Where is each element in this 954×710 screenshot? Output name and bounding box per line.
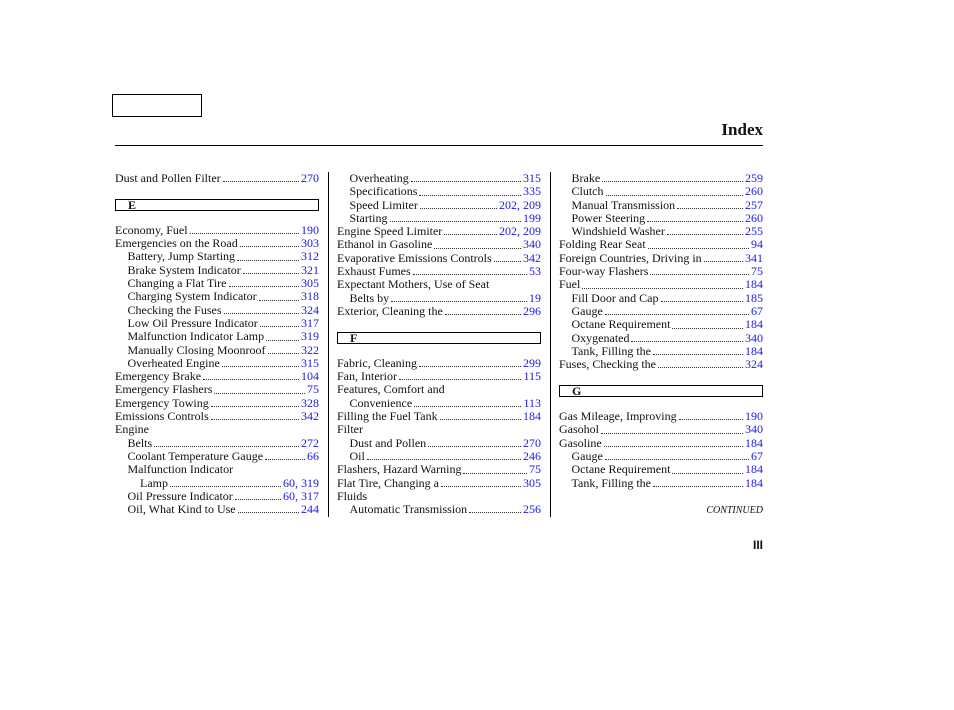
entry-label: Coolant Temperature Gauge (127, 448, 264, 463)
entry-label: Oil Pressure Indicator (127, 488, 233, 503)
entry-label: Lamp (140, 475, 168, 490)
index-entry (559, 437, 763, 450)
page-reference-link[interactable]: 317 (301, 315, 319, 330)
dot-leader (441, 485, 521, 487)
column-divider (550, 172, 551, 517)
dot-leader (170, 485, 281, 487)
index-entry (115, 370, 319, 383)
dot-leader (203, 378, 299, 380)
dot-leader (414, 405, 521, 407)
page-reference-link[interactable]: 321 (301, 262, 319, 277)
page-reference-link[interactable]: 67 (751, 303, 763, 318)
index-entry (337, 397, 541, 410)
dot-leader (463, 472, 527, 474)
page-reference-link[interactable]: 324 (301, 302, 319, 317)
page-reference-link[interactable]: 340 (523, 237, 541, 252)
index-entry (337, 278, 541, 291)
index-entry (115, 250, 319, 263)
entry-label: Brake System Indicator (127, 262, 241, 277)
dot-leader (214, 392, 305, 394)
entry-label: Dust and Pollen (349, 435, 427, 450)
dot-leader (658, 366, 743, 368)
entry-label: Fuses, Checking the (559, 357, 656, 372)
page-reference-link[interactable]: 322 (301, 342, 319, 357)
dot-leader (367, 458, 521, 460)
index-entry (337, 410, 541, 423)
entry-label: Four-way Flashers (559, 264, 649, 279)
entry-label: Changing a Flat Tire (127, 276, 227, 291)
page-reference-link[interactable]: 94 (751, 237, 763, 252)
index-entry (115, 237, 319, 250)
page-reference-link[interactable]: 305 (523, 475, 541, 490)
dot-leader (268, 352, 300, 354)
dot-leader (440, 418, 521, 420)
entry-label: Gasoline (559, 435, 602, 450)
index-entry (559, 410, 763, 423)
page-reference-link[interactable]: 113 (523, 395, 541, 410)
page-reference-link[interactable]: 260 (745, 210, 763, 225)
entry-label: Gas Mileage, Improving (559, 409, 677, 424)
index-entry (559, 199, 763, 212)
page-reference-link[interactable]: 244 (301, 502, 319, 517)
dot-leader (653, 485, 743, 487)
index-entry (559, 278, 763, 291)
entry-label: Fabric, Cleaning (337, 355, 417, 370)
page-reference-link[interactable]: 199 (523, 210, 541, 225)
index-entry (115, 290, 319, 303)
page-reference-link[interactable]: 190 (745, 409, 763, 424)
entry-label: Dust and Pollen Filter (115, 171, 221, 185)
index-entry (115, 463, 319, 476)
page-reference-link[interactable]: 270 (301, 171, 319, 185)
column-divider (328, 172, 329, 517)
page-reference-link[interactable]: 75 (307, 382, 319, 397)
index-entry (559, 292, 763, 305)
page-reference-link[interactable]: 66 (307, 448, 319, 463)
page-reference-link[interactable]: 260 (745, 184, 763, 199)
section-header-e: E (115, 199, 319, 211)
dot-leader (211, 405, 299, 407)
page-reference-link[interactable]: 184 (745, 462, 763, 477)
index-entry (337, 370, 541, 383)
page-reference-link[interactable]: 315 (301, 355, 319, 370)
entry-label: Exhaust Fumes (337, 264, 411, 279)
index-entry (559, 318, 763, 331)
page-reference-link[interactable]: 256 (523, 502, 541, 517)
entry-label: Checking the Fuses (127, 302, 222, 317)
entry-label: Economy, Fuel (115, 222, 188, 237)
dot-leader (494, 260, 521, 262)
dot-leader (650, 273, 749, 275)
dot-leader (605, 313, 749, 315)
entry-label: Tank, Filling the (571, 343, 651, 358)
dot-leader (445, 313, 521, 315)
index-entry (559, 212, 763, 225)
spacer (337, 318, 541, 331)
index-entry (337, 199, 541, 212)
entry-label: Gauge (571, 448, 603, 463)
index-entry (337, 305, 541, 318)
index-entry (115, 490, 319, 503)
page-reference-link[interactable]: 340 (745, 330, 763, 345)
dot-leader (605, 458, 749, 460)
entry-label: Engine (115, 422, 149, 437)
page-reference-link[interactable]: 315 (523, 171, 541, 185)
page-reference-link[interactable]: 342 (523, 250, 541, 265)
index-entry (115, 172, 319, 185)
spacer (559, 397, 763, 410)
page-reference-link[interactable]: 202, 209 (499, 224, 541, 239)
index-entry (115, 357, 319, 370)
page-reference-link[interactable]: 296 (523, 303, 541, 318)
index-entry (115, 317, 319, 330)
entry-label: Octane Requirement (571, 462, 671, 477)
page-reference-link[interactable]: 324 (745, 357, 763, 372)
page-reference-link[interactable]: 318 (301, 289, 319, 304)
page-reference-link[interactable]: 246 (523, 448, 541, 463)
entry-label: Gasohol (559, 422, 599, 437)
dot-leader (601, 432, 743, 434)
dot-leader (224, 312, 300, 314)
index-entry (337, 238, 541, 251)
dot-leader (223, 180, 299, 182)
entry-label: Starting (349, 210, 388, 225)
dot-leader (434, 247, 521, 249)
entry-label: Speed Limiter (349, 197, 418, 212)
entry-label: Malfunction Indicator (127, 462, 234, 477)
index-entry (337, 292, 541, 305)
index-entry (337, 172, 541, 185)
dot-leader (237, 259, 299, 261)
index-entry (559, 358, 763, 371)
index-entry (337, 423, 541, 436)
entry-label: Low Oil Pressure Indicator (127, 315, 258, 330)
page-reference-link[interactable]: 185 (745, 290, 763, 305)
index-entry (115, 383, 319, 396)
index-column-1 (115, 172, 319, 516)
dot-leader (238, 511, 299, 513)
spacer (115, 211, 319, 224)
index-entry (115, 437, 319, 450)
index-column-3 (559, 172, 763, 490)
page-reference-link[interactable]: 202, 209 (499, 197, 541, 212)
dot-leader (420, 207, 497, 209)
entry-label: Octane Requirement (571, 317, 671, 332)
entry-label: Automatic Transmission (349, 502, 468, 517)
index-entry (115, 423, 319, 436)
entry-label: Emissions Controls (115, 409, 209, 424)
index-entry (115, 477, 319, 490)
dot-leader (428, 445, 521, 447)
entry-label: Clutch (571, 184, 604, 199)
page-reference-link[interactable]: 272 (301, 435, 319, 450)
entry-label: Oil (349, 448, 365, 463)
page-reference-link[interactable]: 335 (523, 184, 541, 199)
entry-label: Convenience (349, 395, 413, 410)
dot-leader (222, 365, 299, 367)
dot-leader (679, 418, 743, 420)
index-entry (559, 238, 763, 251)
index-entry (337, 463, 541, 476)
entry-label: Manual Transmission (571, 197, 676, 212)
entry-label: Folding Rear Seat (559, 237, 646, 252)
dot-leader (243, 272, 299, 274)
continued-note: CONTINUED (706, 505, 763, 516)
entry-label: Oxygenated (571, 330, 630, 345)
entry-label: Filling the Fuel Tank (337, 409, 438, 424)
dot-leader (704, 260, 743, 262)
page-reference-link[interactable]: 342 (301, 409, 319, 424)
dot-leader (211, 418, 299, 420)
dot-leader (677, 207, 743, 209)
dot-leader (235, 498, 281, 500)
index-entry (337, 503, 541, 516)
entry-label: Tank, Filling the (571, 475, 651, 490)
index-entry (559, 332, 763, 345)
entry-label: Belts (127, 435, 153, 450)
page-reference-link[interactable]: 60, 319 (283, 475, 319, 490)
entry-label: Brake (571, 171, 601, 185)
entry-label: Expectant Mothers, Use of Seat (337, 277, 490, 292)
entry-label: Engine Speed Limiter (337, 224, 443, 239)
page-reference-link[interactable]: 305 (301, 276, 319, 291)
entry-label: Manually Closing Moonroof (127, 342, 266, 357)
page-reference-link[interactable]: 104 (301, 369, 319, 384)
index-entry (559, 265, 763, 278)
page-reference-link[interactable]: 184 (745, 475, 763, 490)
entry-label: Exterior, Cleaning the (337, 303, 443, 318)
index-entry (337, 185, 541, 198)
index-entry (559, 463, 763, 476)
entry-label: Foreign Countries, Driving in (559, 250, 702, 265)
page-reference-link[interactable]: 270 (523, 435, 541, 450)
index-entry (337, 383, 541, 396)
entry-label: Fluids (337, 488, 368, 503)
index-entry (115, 450, 319, 463)
page-reference-link[interactable]: 67 (751, 448, 763, 463)
page-reference-link[interactable]: 53 (529, 264, 541, 279)
entry-label: Specifications (349, 184, 418, 199)
index-entry (337, 477, 541, 490)
page-reference-link[interactable]: 299 (523, 355, 541, 370)
index-entry (337, 225, 541, 238)
dot-leader (229, 285, 299, 287)
entry-label: Charging System Indicator (127, 289, 257, 304)
entry-label: Ethanol in Gasoline (337, 237, 433, 252)
index-entry (559, 477, 763, 490)
index-entry (559, 185, 763, 198)
index-entry (115, 410, 319, 423)
index-entry (337, 252, 541, 265)
entry-label: Features, Comfort and (337, 382, 445, 397)
dot-leader (419, 194, 521, 196)
dot-leader (631, 340, 743, 342)
page-title: Index (721, 120, 763, 139)
entry-label: Flashers, Hazard Warning (337, 462, 462, 477)
page-reference-link[interactable]: 184 (745, 435, 763, 450)
index-entry (337, 437, 541, 450)
entry-label: Gauge (571, 303, 603, 318)
page-reference-link[interactable]: 303 (301, 236, 319, 251)
dot-leader (604, 445, 743, 447)
dot-leader (419, 365, 521, 367)
page-reference-link[interactable]: 19 (529, 290, 541, 305)
index-entry (115, 224, 319, 237)
index-entry (559, 252, 763, 265)
entry-label: Fuel (559, 277, 581, 292)
dot-leader (606, 194, 744, 196)
entry-label: Overheated Engine (127, 355, 220, 370)
dot-leader (672, 472, 743, 474)
index-entry (115, 344, 319, 357)
page-reference-link[interactable]: 75 (529, 462, 541, 477)
index-entry (559, 172, 763, 185)
dot-leader (661, 300, 744, 302)
entry-label: Fill Door and Cap (571, 290, 659, 305)
entry-label: Windshield Washer (571, 224, 665, 239)
index-entry (115, 503, 319, 516)
entry-label: Belts by (349, 290, 390, 305)
entry-label: Oil, What Kind to Use (127, 502, 236, 517)
entry-label: Emergency Brake (115, 369, 202, 384)
index-entry (115, 304, 319, 317)
page-reference-link[interactable]: 257 (745, 197, 763, 212)
index-entry (115, 330, 319, 343)
section-header-f: F (337, 332, 541, 344)
page-reference-link[interactable]: 184 (523, 409, 541, 424)
dot-leader (240, 245, 299, 247)
dot-leader (390, 220, 522, 222)
index-entry (559, 225, 763, 238)
spacer (115, 185, 319, 198)
header-rule (115, 145, 763, 146)
entry-label: Malfunction Indicator Lamp (127, 329, 265, 344)
spacer (337, 344, 541, 357)
index-entry (337, 450, 541, 463)
dot-leader (667, 233, 743, 235)
page-reference-link[interactable]: 184 (745, 317, 763, 332)
index-entry (559, 305, 763, 318)
dot-leader (647, 220, 743, 222)
dot-leader (444, 233, 497, 235)
section-tab-box (112, 94, 202, 117)
spacer (559, 371, 763, 384)
index-entry (559, 345, 763, 358)
dot-leader (672, 327, 743, 329)
page-reference-link[interactable]: 190 (301, 222, 319, 237)
entry-label: Flat Tire, Changing a (337, 475, 440, 490)
page-reference-link[interactable]: 328 (301, 395, 319, 410)
entry-label: Filter (337, 422, 363, 437)
dot-leader (399, 378, 521, 380)
entry-label: Fan, Interior (337, 369, 397, 384)
entry-label: Battery, Jump Starting (127, 249, 236, 264)
index-entry (337, 212, 541, 225)
index-entry (337, 265, 541, 278)
dot-leader (582, 287, 743, 289)
index-entry (115, 397, 319, 410)
index-entry (115, 277, 319, 290)
page-reference-link[interactable]: 184 (745, 343, 763, 358)
entry-label: Evaporative Emissions Controls (337, 250, 492, 265)
page-reference-link[interactable]: 184 (745, 277, 763, 292)
index-entry (337, 357, 541, 370)
index-column-2 (337, 172, 541, 516)
dot-leader (391, 300, 527, 302)
entry-label: Power Steering (571, 210, 646, 225)
dot-leader (413, 273, 527, 275)
dot-leader (190, 232, 299, 234)
dot-leader (154, 445, 299, 447)
index-entry (337, 490, 541, 503)
dot-leader (265, 458, 305, 460)
index-entry (559, 450, 763, 463)
entry-label: Emergency Towing (115, 395, 209, 410)
page-reference-link[interactable]: 60, 317 (283, 488, 319, 503)
page-reference-link[interactable]: 340 (745, 422, 763, 437)
page-reference-link[interactable]: 341 (745, 250, 763, 265)
dot-leader (411, 180, 521, 182)
dot-leader (260, 325, 299, 327)
dot-leader (648, 247, 749, 249)
dot-leader (259, 299, 299, 301)
section-header-g: G (559, 385, 763, 397)
entry-label: Emergencies on the Road (115, 236, 238, 251)
dot-leader (469, 511, 521, 513)
entry-label: Emergency Flashers (115, 382, 213, 397)
page-number: III (752, 538, 763, 552)
dot-leader (266, 339, 299, 341)
dot-leader (602, 180, 743, 182)
index-entry (559, 423, 763, 436)
page-reference-link[interactable]: 312 (301, 249, 319, 264)
page-reference-link[interactable]: 75 (751, 264, 763, 279)
page-reference-link[interactable]: 115 (523, 369, 541, 384)
page-reference-link[interactable]: 259 (745, 171, 763, 185)
dot-leader (653, 353, 743, 355)
index-entry (115, 264, 319, 277)
page-reference-link[interactable]: 319 (301, 329, 319, 344)
page-reference-link[interactable]: 255 (745, 224, 763, 239)
entry-label: Overheating (349, 171, 409, 185)
